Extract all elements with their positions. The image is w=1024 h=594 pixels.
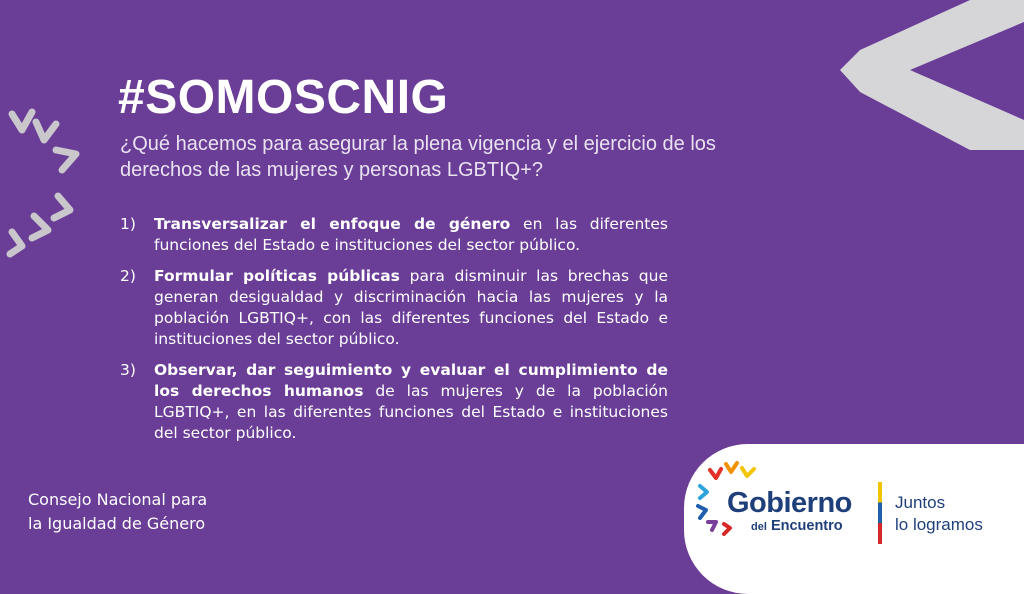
- logo-gobierno-text: Gobierno: [727, 487, 852, 519]
- chevron-burst-icon: [0, 92, 100, 272]
- slogan-line-2: lo logramos: [895, 515, 983, 534]
- logo-encuentro-name: Encuentro: [770, 518, 843, 534]
- item-highlight: Transversalizar el enfoque de género: [154, 215, 511, 233]
- actions-list: [120, 214, 668, 454]
- item-text: para disminuir las brechas que generan desigualdad y discriminación hacia las mujeres y la población LGBTIQ+, con las diferentes funciones del Estado e instituciones del sector público.: [154, 267, 669, 348]
- slogan-line-1: Juntos: [895, 493, 946, 512]
- item-number: 3): [120, 361, 136, 379]
- list-item: [120, 214, 668, 256]
- item-text: en las diferentes funciones del Estado e instituciones del sector público.: [154, 215, 668, 254]
- hashtag-title: #SOMOSCNIG: [118, 71, 449, 124]
- item-highlight: Formular políticas públicas: [154, 267, 400, 285]
- logo-del-text: del: [751, 521, 767, 533]
- organization-line-1: Consejo Nacional para: [28, 490, 208, 509]
- organization-name: [28, 488, 207, 536]
- item-text: de las mujeres y de la población LGBTIQ+, en las diferentes funciones del Estado e instituciones del sector público.: [154, 382, 668, 442]
- item-highlight: Observar, dar seguimiento y evaluar el cumplimiento de los derechos humanos: [154, 361, 668, 400]
- list-item: [120, 266, 668, 350]
- list-item: [120, 360, 668, 444]
- organization-line-2: la Igualdad de Género: [28, 514, 206, 533]
- logo-encuentro-text: [751, 519, 843, 534]
- item-number: 1): [120, 215, 136, 233]
- logo-slogan: [895, 492, 983, 536]
- large-chevron-icon: [840, 0, 1024, 168]
- question-subtitle: ¿Qué hacemos para asegurar la plena vigencia y el ejercicio de los derechos de las mujeres y personas LGBTIQ+?: [120, 133, 716, 181]
- item-number: 2): [120, 267, 136, 285]
- logo-divider: [878, 482, 882, 544]
